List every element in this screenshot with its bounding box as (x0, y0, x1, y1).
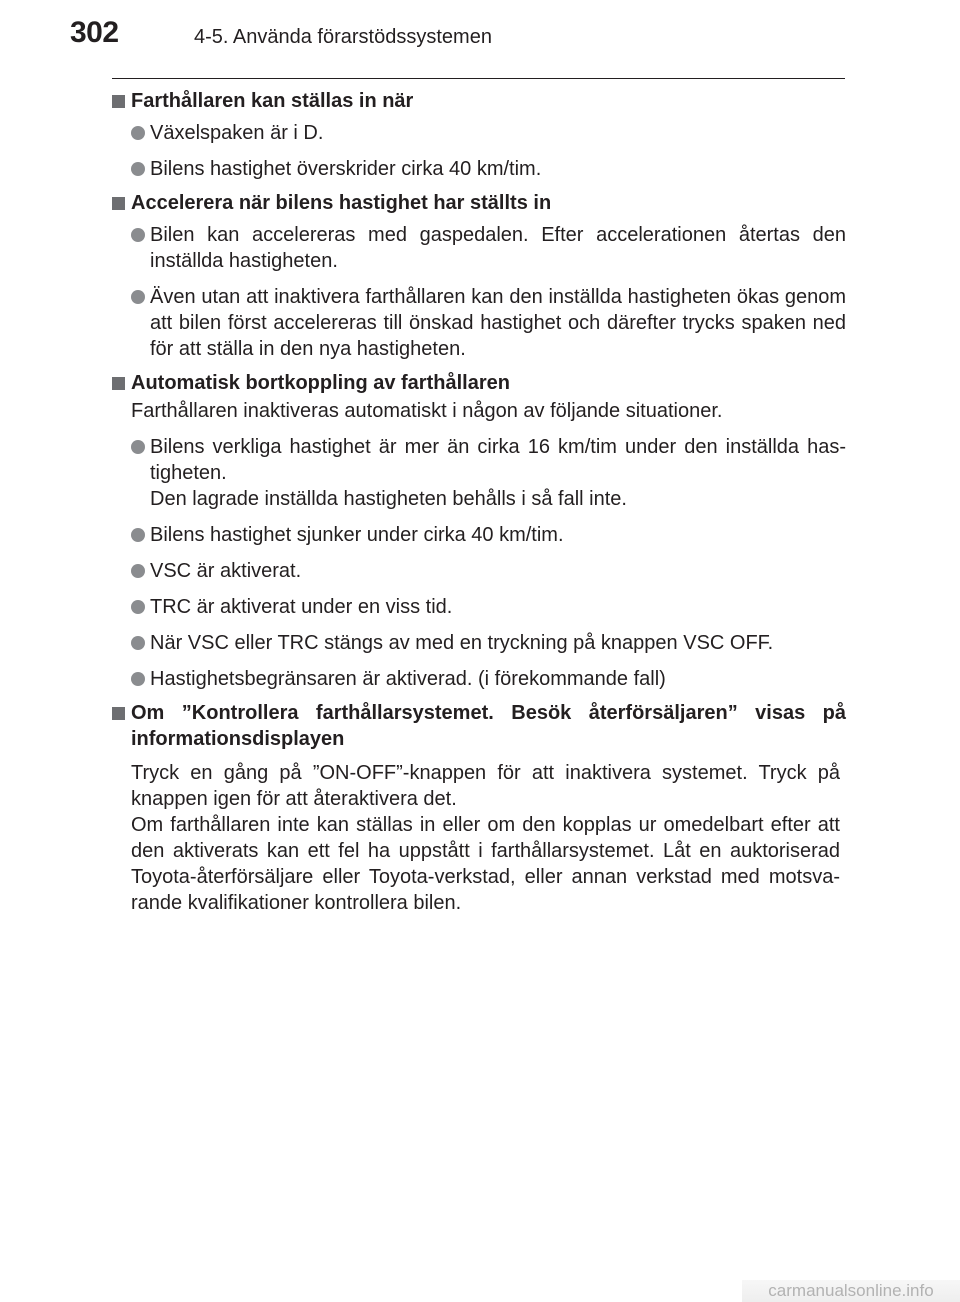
page-header (0, 0, 960, 60)
list-item-text: VSC är aktiverat. (150, 560, 302, 582)
list-item (112, 284, 846, 362)
list-item (112, 522, 846, 548)
round-bullet-icon (131, 290, 145, 304)
heading-text: Accelerera när bilens hastighet har ställts in (131, 192, 552, 214)
list-item (112, 120, 846, 146)
section-heading (112, 88, 846, 114)
header-rule (112, 78, 845, 79)
heading-text: Om ”Kontrollera farthållarsystemet. Besök återförsäljaren” visas på informationsdisplayen (131, 702, 846, 750)
round-bullet-icon (131, 126, 145, 140)
list-item-text: Bilens hastighet överskrider cirka 40 km/tim. (150, 158, 542, 180)
list-item-text: Bilens verkliga hastighet är mer än cirka 16 km/tim under den inställda has-tigheten. (150, 436, 846, 484)
round-bullet-icon (131, 636, 145, 650)
list-item (112, 156, 846, 182)
page-content (112, 88, 846, 916)
heading-text: Farthållaren kan ställas in när (131, 90, 414, 112)
paragraph: Tryck en gång på ”ON-OFF”-knappen för att inaktivera systemet. Tryck på knappen igen för att återaktivera det. (131, 762, 840, 810)
list-item-text: När VSC eller TRC stängs av med en tryckning på knappen VSC OFF. (150, 632, 774, 654)
round-bullet-icon (131, 162, 145, 176)
round-bullet-icon (131, 672, 145, 686)
heading-text: Automatisk bortkoppling av farthållaren (131, 372, 510, 394)
round-bullet-icon (131, 228, 145, 242)
square-bullet-icon (112, 707, 125, 720)
section-intro: Farthållaren inaktiveras automatiskt i någon av följande situationer. (131, 400, 723, 422)
watermark: carmanualsonline.info (742, 1280, 960, 1302)
round-bullet-icon (131, 528, 145, 542)
round-bullet-icon (131, 564, 145, 578)
square-bullet-icon (112, 95, 125, 108)
section-heading (112, 700, 846, 752)
list-item (112, 594, 846, 620)
list-item-text: TRC är aktiverat under en viss tid. (150, 596, 453, 618)
list-item (112, 558, 846, 584)
list-item-text: Bilens hastighet sjunker under cirka 40 km/tim. (150, 524, 564, 546)
list-item (112, 630, 846, 656)
square-bullet-icon (112, 377, 125, 390)
section-heading (112, 370, 846, 396)
round-bullet-icon (131, 600, 145, 614)
section-heading (112, 190, 846, 216)
list-item-text: Hastighetsbegränsaren är aktiverad. (i förekommande fall) (150, 668, 666, 690)
round-bullet-icon (131, 440, 145, 454)
list-item (112, 666, 846, 692)
page-number: 302 (70, 16, 119, 49)
paragraph: Om farthållaren inte kan ställas in eller om den kopplas ur omedelbart efter att den aktiverats kan ett fel ha uppstått i farthållarsystemet. Låt en auktoriserad Toyota-återförsäljare eller Toyota-verkstad, eller annan verkstad med motsva-rande kvalifikationer kontrollera bilen. (131, 814, 840, 914)
list-item-text: Även utan att inaktivera farthållaren kan den inställda hastigheten ökas genom att bilen först accelereras till önskad hastighet och därefter trycks spaken ned för att ställa in den nya hastigheten. (150, 286, 846, 360)
square-bullet-icon (112, 197, 125, 210)
list-item (112, 222, 846, 274)
list-item-note: Den lagrade inställda hastigheten behålls i så fall inte. (150, 488, 627, 510)
list-item-text: Växelspaken är i D. (150, 122, 324, 144)
section-title: 4-5. Använda förarstödssystemen (194, 26, 492, 48)
list-item (112, 434, 846, 512)
list-item-text: Bilen kan accelereras med gaspedalen. Efter accelerationen återtas den inställda hastigheten. (150, 224, 846, 272)
